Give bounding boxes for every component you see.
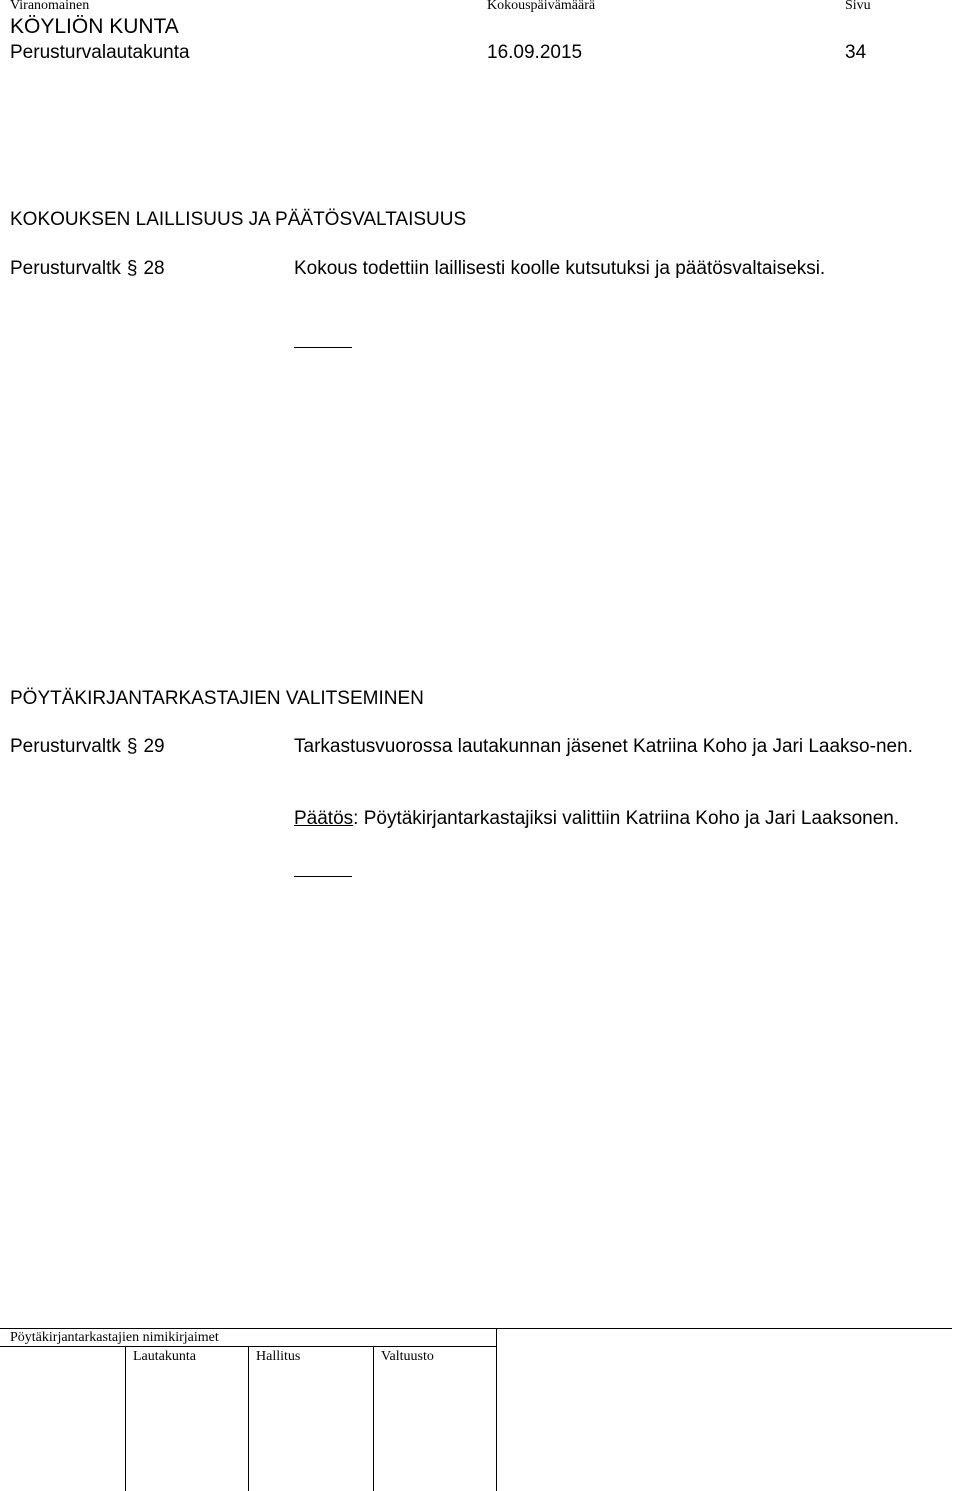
paragraph-text: Tarkastusvuorossa lautakunnan jäsenet Katriina Koho ja Jari Laakso-nen. bbox=[294, 736, 913, 757]
table-column-divider bbox=[125, 1346, 126, 1491]
signature-table-title: Pöytäkirjantarkastajien nimikirjaimet bbox=[10, 1330, 219, 1345]
decision-paragraph bbox=[294, 808, 899, 830]
page-number: 34 bbox=[845, 42, 867, 63]
decision-text: : Pöytäkirjantarkastajiksi valittiin Katriina Koho ja Jari Laaksonen. bbox=[353, 808, 900, 829]
paragraph-number: 28 bbox=[143, 258, 165, 279]
section-heading: KOKOUKSEN LAILLISUUS JA PÄÄTÖSVALTAISUUS bbox=[10, 209, 467, 230]
header-page-label: Sivu bbox=[845, 0, 871, 13]
table-column-divider bbox=[373, 1346, 374, 1491]
organization-name: KÖYLIÖN KUNTA bbox=[10, 15, 179, 38]
paragraph-text: Kokous todettiin laillisesti koolle kutsutuksi ja päätösvaltaiseksi. bbox=[294, 258, 826, 279]
signature-column-government: Hallitus bbox=[256, 1349, 301, 1364]
signature-column-council: Valtuusto bbox=[381, 1349, 434, 1364]
table-top-line bbox=[0, 1328, 952, 1329]
section-sign: § bbox=[126, 258, 138, 279]
section-heading: PÖYTÄKIRJANTARKASTAJIEN VALITSEMINEN bbox=[10, 688, 424, 709]
section-end-rule bbox=[294, 347, 352, 348]
section-sign: § bbox=[126, 736, 138, 757]
paragraph-number: 29 bbox=[143, 736, 165, 757]
meeting-date: 16.09.2015 bbox=[487, 42, 583, 63]
section-end-rule bbox=[294, 876, 352, 877]
signature-column-board: Lautakunta bbox=[133, 1349, 196, 1364]
decision-label: Päätös bbox=[294, 808, 354, 829]
table-column-divider bbox=[248, 1346, 249, 1491]
paragraph-body-name: Perusturvaltk bbox=[10, 736, 121, 757]
paragraph-label bbox=[10, 258, 165, 280]
header-authority-label: Viranomainen bbox=[10, 0, 90, 13]
paragraph-body-name: Perusturvaltk bbox=[10, 258, 121, 279]
paragraph-label bbox=[10, 736, 165, 758]
authority-name: Perusturvalautakunta bbox=[10, 42, 190, 63]
table-column-divider bbox=[496, 1328, 497, 1491]
header-date-label: Kokouspäivämäärä bbox=[487, 0, 596, 13]
